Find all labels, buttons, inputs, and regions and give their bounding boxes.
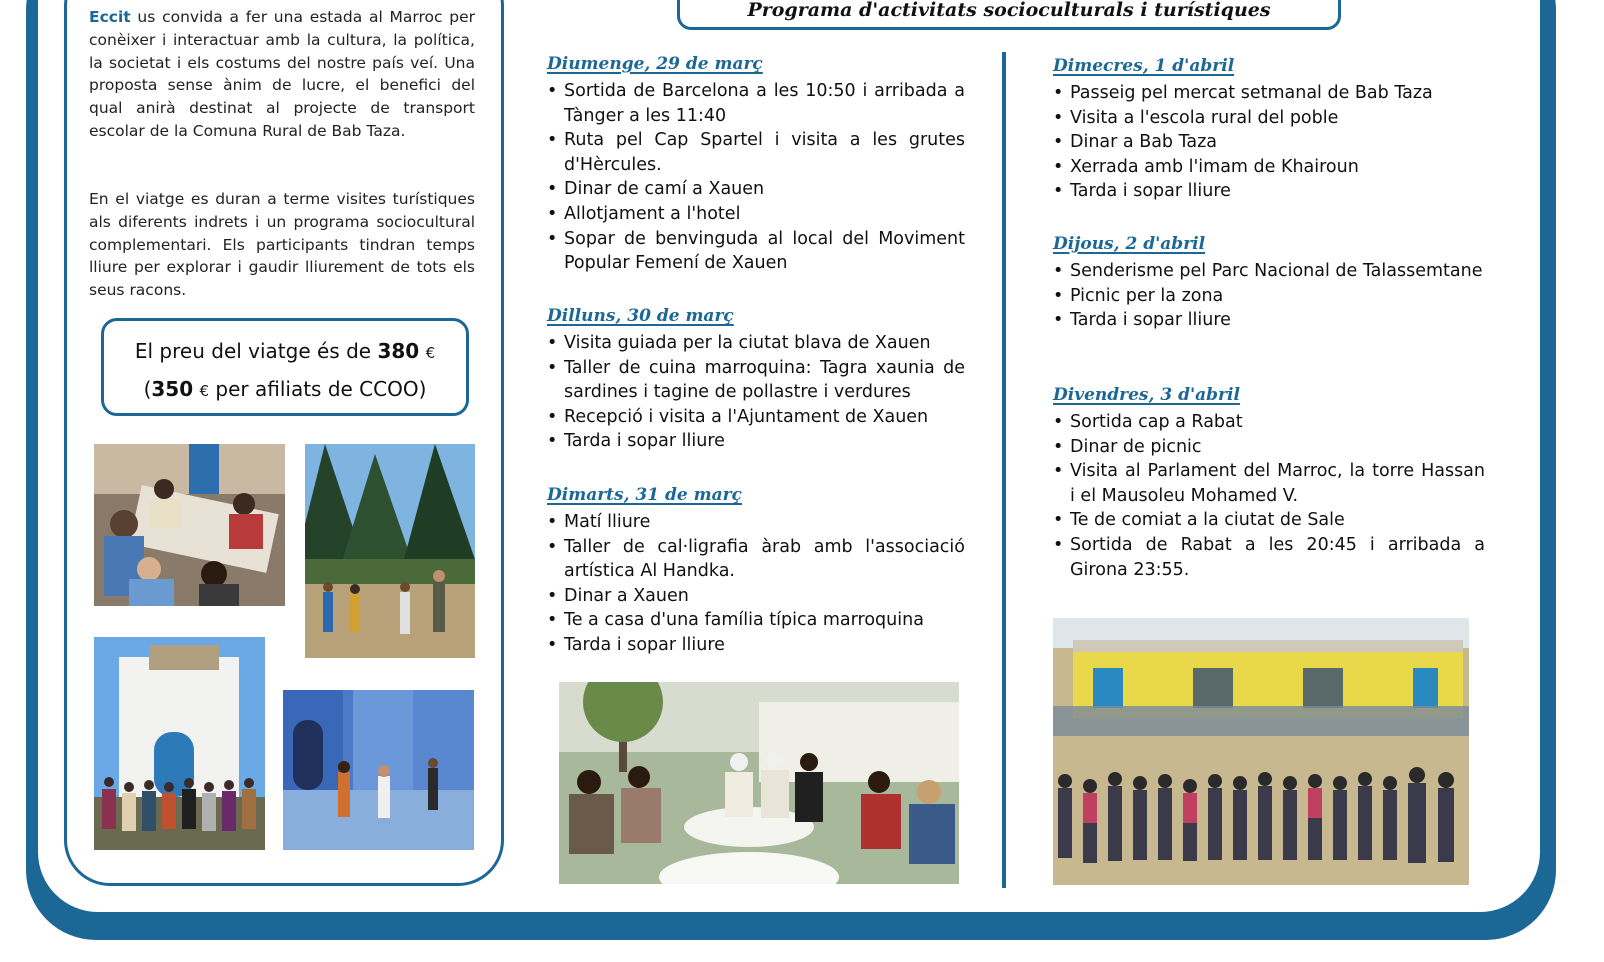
day-title: Dimecres, 1 d'abril: [1053, 56, 1235, 76]
intro-text: us convida a fer una estada al Marroc per conèixer i interactuar amb la cultura, la política, la societat i els costums del nostre país veí. Una proposta sense ànim de lucre, el benefici del qual anirà destinat al projecte de transport escolar de la Comuna Rural de Bab Taza.: [89, 8, 475, 140]
list-item: • Tarda i sopar lliure: [1053, 179, 1485, 204]
price-line-2: (350 € per afiliats de CCOO): [143, 377, 427, 401]
list-item: • Dinar de picnic: [1053, 435, 1485, 460]
photo-group-gate: [94, 637, 265, 850]
list-item: • Xerrada amb l'imam de Khairoun: [1053, 155, 1485, 180]
day-wednesday: [1053, 55, 1485, 204]
day-tuesday: [547, 484, 965, 658]
list-item: • Taller de cuina marroquina: Tagra xaunia de sardines i tagine de pollastre i verdures: [547, 356, 965, 405]
day-friday: [1053, 384, 1485, 582]
day-title: Dimarts, 31 de març: [547, 485, 742, 505]
day-monday: [547, 305, 965, 454]
photo-tea-gathering: [559, 682, 959, 884]
list-item: • Allotjament a l'hotel: [547, 202, 965, 227]
brand-name: Eccit: [89, 8, 131, 26]
list-item: • Dinar de camí a Xauen: [547, 177, 965, 202]
list-item: • Matí lliure: [547, 510, 965, 535]
photo-blue-street: [283, 690, 474, 850]
list-item: • Sortida de Barcelona a les 10:50 i arribada a Tànger a les 11:40: [547, 79, 965, 128]
day-thursday: [1053, 233, 1485, 333]
list-item: • Sopar de benvinguda al local del Moviment Popular Femení de Xauen: [547, 227, 965, 276]
price-box: [101, 318, 469, 416]
list-item: • Ruta pel Cap Spartel i visita a les grutes d'Hèrcules.: [547, 128, 965, 177]
list-item: • Tarda i sopar lliure: [547, 429, 965, 454]
day-title: Dijous, 2 d'abril: [1053, 234, 1206, 254]
day-title: Divendres, 3 d'abril: [1053, 385, 1240, 405]
price-line-1: El preu del viatge és de 380 €: [134, 339, 436, 363]
list-item: • Passeig pel mercat setmanal de Bab Taza: [1053, 81, 1485, 106]
list-item: • Dinar a Bab Taza: [1053, 130, 1485, 155]
intro-paragraph: [89, 6, 475, 143]
list-item: • Visita a l'escola rural del poble: [1053, 106, 1485, 131]
list-item: • Sortida cap a Rabat: [1053, 410, 1485, 435]
price-main: 380: [377, 339, 420, 363]
list-item: • Picnic per la zona: [1053, 284, 1485, 309]
photo-school-children: [1053, 618, 1469, 885]
photo-forest-hike: [305, 444, 475, 658]
list-item: • Dinar a Xauen: [547, 584, 965, 609]
program-title: Programa d'activitats socioculturals i turístiques: [677, 0, 1341, 30]
price-member: 350: [151, 377, 194, 401]
photo-workshop: [94, 444, 285, 606]
list-item: • Visita al Parlament del Marroc, la torre Hassan i el Mausoleu Mohamed V.: [1053, 459, 1485, 508]
day-title: Diumenge, 29 de març: [547, 54, 763, 74]
list-item: • Tarda i sopar lliure: [1053, 308, 1485, 333]
list-item: • Recepció i visita a l'Ajuntament de Xauen: [547, 405, 965, 430]
list-item: • Te a casa d'una família típica marroquina: [547, 608, 965, 633]
list-item: • Taller de cal·ligrafia àrab amb l'associació artística Al Handka.: [547, 535, 965, 584]
intro-paragraph-2: En el viatge es duran a terme visites turístiques als diferents indrets i un programa sociocultural complementari. Els participants tindran temps lliure per explorar i gaudir lliurement de tots els seus racons.: [89, 190, 475, 300]
column-divider: [1002, 52, 1006, 888]
list-item: • Visita guiada per la ciutat blava de Xauen: [547, 331, 965, 356]
list-item: • Te de comiat a la ciutat de Sale: [1053, 508, 1485, 533]
day-title: Dilluns, 30 de març: [547, 306, 734, 326]
day-sunday: [547, 53, 965, 276]
list-item: • Senderisme pel Parc Nacional de Talassemtane: [1053, 259, 1485, 284]
list-item: • Tarda i sopar lliure: [547, 633, 965, 658]
list-item: • Sortida de Rabat a les 20:45 i arribada a Girona 23:55.: [1053, 533, 1485, 582]
